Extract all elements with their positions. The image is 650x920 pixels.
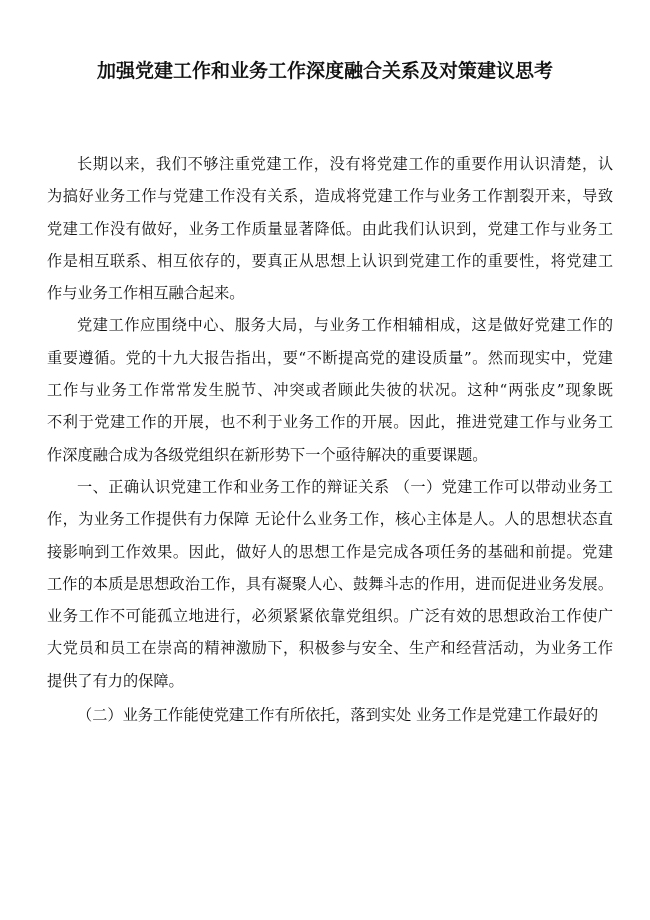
paragraph-1-line-4: 作是相互联系、相互依存的，要真正从思想上认识到党建工作的重要性，将党建工 [47,251,613,270]
paragraph-1-line-2: 为搞好业务工作与党建工作没有关系，造成将党建工作与业务工作割裂开来，导致 [47,187,613,206]
paragraph-3-line-6: 大党员和员工在崇高的精神激励下，积极参与安全、生产和经营活动，为业务工作 [47,639,613,658]
paragraph-2-line-4: 不利于党建工作的开展，也不利于业务工作的开展。因此，推进党建工作与业务工 [47,413,613,432]
paragraph-2-line-2: 重要遵循。党的十九大报告指出，要“不断提高党的建设质量”。然而现实中，党建 [47,348,613,367]
paragraph-3-line-5: 业务工作不可能孤立地进行，必须紧紧依靠党组织。广泛有效的思想政治工作使广 [47,607,613,626]
paragraph-1-line-3: 党建工作没有做好，业务工作质量显著降低。由此我们认识到，党建工作与业务工 [47,219,613,238]
paragraph-3-line-4: 工作的本质是思想政治工作，具有凝聚人心、鼓舞斗志的作用，进而促进业务发展。 [47,574,613,593]
paragraph-4-line-1: （二）业务工作能使党建工作有所依托，落到实处 业务工作是党建工作最好的 [77,706,599,725]
paragraph-1-line-5: 作与业务工作相互融合起来。 [47,284,245,303]
paragraph-3-line-2: 作，为业务工作提供有力保障 无论什么业务工作，核心主体是人。人的思想状态直 [47,510,613,529]
paragraph-1-line-1: 长期以来，我们不够注重党建工作，没有将党建工作的重要作用认识清楚，认 [77,155,613,173]
paragraph-3-line-1: 一、正确认识党建工作和业务工作的辩证关系 （一）党建工作可以带动业务工 [77,477,613,496]
paragraph-2-line-5: 作深度融合成为各级党组织在新形势下一个亟待解决的重要课题。 [47,445,488,464]
document-body [47,148,613,731]
paragraph-2-line-1: 党建工作应围绕中心、服务大局，与业务工作相辅相成，这是做好党建工作的 [77,316,613,335]
paragraph-3-line-7: 提供了有力的保障。 [47,671,184,690]
paragraph-3-line-3: 接影响到工作效果。因此，做好人的思想工作是完成各项任务的基础和前提。党建 [47,542,613,561]
document-title: 加强党建工作和业务工作深度融合关系及对策建议思考 [96,60,553,82]
paragraph-2-line-3: 工作与业务工作常常发生脱节、冲突或者顾此失彼的状况。这种“两张皮”现象既 [47,381,613,400]
